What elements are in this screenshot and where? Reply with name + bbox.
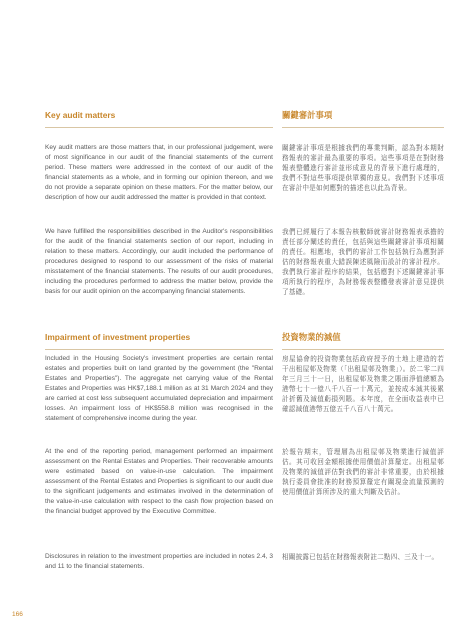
kam-para1-en: Key audit matters are those matters that, in our professional judgement, were of most significance in our audit of the financial statements of the current period. These matters were addressed in the context of our audit of the financial statements as a whole, and in forming our opinion thereon, and we do not provide a separate opinion on these matters. For the matter below, our description of how our audit addressed the matter is provided in that context. [45,144,273,201]
impairment-para3-zh: 相關披露已包括在財務報表附註二點四、三及十一。 [282,553,439,561]
impairment-title-zh-block [282,332,444,350]
impairment-title-en: Impairment of investment properties [45,332,273,350]
kam-para2-en: We have fulfilled the responsibilities described in the Auditor's responsibilities for the audit of the financial statements section of our report, including in relation to these matters. Accordingly, our audit included the performance of procedures designed to respond to our assessment of the risks of material misstatement of the financial statements. The results of our audit procedures, including the procedures performed to address the matter below, provide the basis for our audit opinion on the accompanying financial statements. [45,228,273,295]
impairment-para1-en: Included in the Housing Society's investment properties are certain rental estates and properties built on land granted by the government (the "Rental Estates and Properties"). The aggregate net carrying value of the Rental Estates and Properties was HK$7,188.1 million as at 31 March 2024 and they are carried at cost less subsequent accumulated depreciation and impairment losses. An impairment loss of HK$558.8 million was recognised in the statement of comprehensive income during the year. [45,355,273,422]
kam-para2-zh: 我們已經履行了本報告核數師就審計財務報表承擔的責任部分闡述的責任，包括與這些關鍵審計事項相關的責任。相應地，我們的審計工作包括執行為應對評估的財務報表重大錯誤陳述風險而設計的審計程序。我們執行審計程序的結果，包括應對下述關鍵審計事項所執行的程序，為財務報表整體發表審計意見提供了基礎。 [282,228,444,296]
kam-para1-zh: 關鍵審計事項是根據我們的專業判斷，認為對本期財務報表的審計最為重要的事項。這些事項是在對財務報表整體進行審計並形成意見的背景下進行處理的，我們不對這些事項提供單獨的意見。我們對下述事項在審計中是如何應對的描述也以此為背景。 [282,144,444,192]
page-number: 166 [12,611,23,618]
impairment-title-zh: 投資物業的減值 [282,332,444,350]
kam-title-en-block [45,110,273,128]
impairment-para2-zh: 於報告期末，管理層為出租屋邨及物業進行減值評估。其可收回金額根據使用價值計算釐定。出租屋邨及物業的減值評估對我們的審計非常重要，由於根據執行委員會批准的財務預算釐定有關現金流量預測的使用價值計算所涉及的重大判斷及估計。 [282,448,444,496]
impairment-para3-en: Disclosures in relation to the investment properties are included in notes 2.4, 3 and 11 to the financial statements. [45,553,273,570]
kam-title-zh-block [282,110,444,128]
impairment-para1-zh: 房屋協會的投資物業包括政府授予的土地上建造的若干出租屋邨及物業（「出租屋邨及物業」）。於二零二四年三月三十一日，出租屋邨及物業之賬面淨值總額為港幣七十一億八千八百一十萬元，並按成本減其後累計折舊及減值虧損列賬。本年度，在全面收益表中已確認減值港幣五億五千八百八十萬元。 [282,355,444,413]
kam-title-zh: 關鍵審計事項 [282,110,444,128]
kam-title-en: Key audit matters [45,110,273,128]
impairment-title-en-block [45,332,273,350]
impairment-para2-en: At the end of the reporting period, management performed an impairment assessment on the Rental Estates and Properties. Their recoverable amounts were estimated based on value-in-use calculation. The impairment assessment of the Rental Estates and Properties is significant to our audit due to the significant judgements and estimates involved in the determination of the value-in-use calculation with respect to the cash flow projection based on the financial budget approved by the Executive Committee. [45,448,273,515]
